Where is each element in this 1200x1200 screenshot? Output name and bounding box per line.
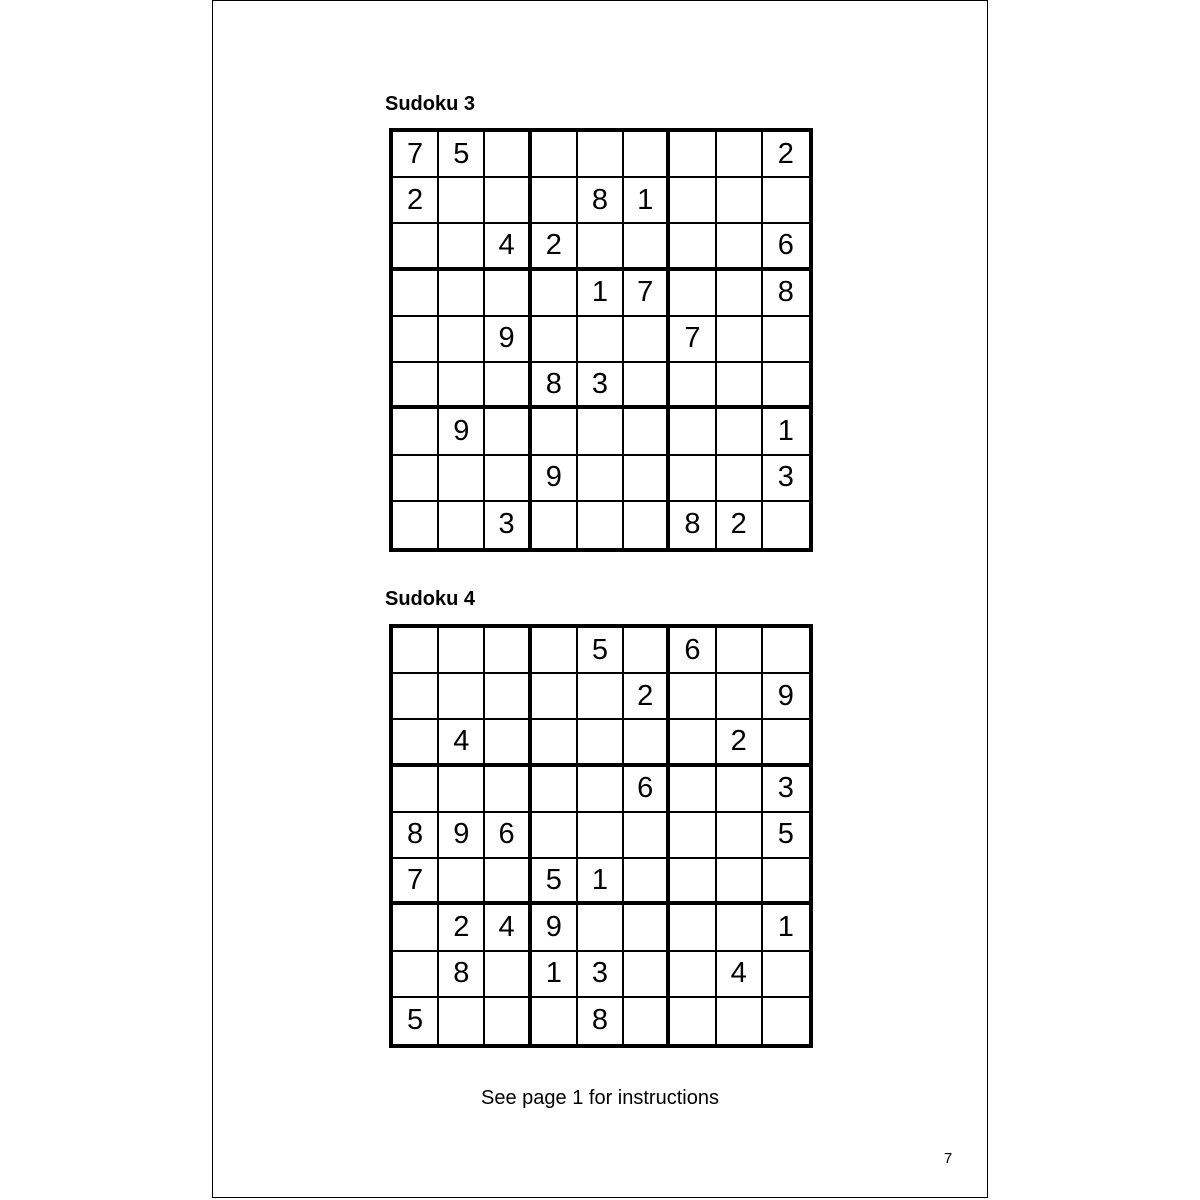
empty-cell[interactable]: [532, 502, 578, 548]
empty-cell[interactable]: [439, 317, 485, 363]
empty-cell[interactable]: [717, 317, 763, 363]
empty-cell[interactable]: [578, 132, 624, 178]
given-cell: 7: [393, 859, 439, 905]
given-cell: 3: [763, 767, 809, 813]
empty-cell[interactable]: [485, 998, 531, 1044]
given-cell: 1: [763, 905, 809, 951]
empty-cell[interactable]: [763, 998, 809, 1044]
empty-cell[interactable]: [578, 767, 624, 813]
empty-cell[interactable]: [670, 859, 716, 905]
empty-cell[interactable]: [485, 271, 531, 317]
page-number: 7: [943, 1150, 953, 1167]
empty-cell[interactable]: [670, 952, 716, 998]
empty-cell[interactable]: [624, 813, 670, 859]
empty-cell[interactable]: [578, 813, 624, 859]
given-cell: 9: [439, 409, 485, 455]
empty-cell[interactable]: [624, 628, 670, 674]
given-cell: 2: [763, 132, 809, 178]
given-cell: 1: [578, 859, 624, 905]
empty-cell[interactable]: [717, 767, 763, 813]
empty-cell[interactable]: [485, 628, 531, 674]
given-cell: 7: [393, 132, 439, 178]
empty-cell[interactable]: [763, 317, 809, 363]
given-cell: 6: [485, 813, 531, 859]
empty-cell[interactable]: [393, 363, 439, 409]
empty-cell[interactable]: [393, 409, 439, 455]
empty-cell[interactable]: [624, 409, 670, 455]
sudoku-3-grid: [389, 128, 813, 552]
empty-cell[interactable]: [532, 674, 578, 720]
given-cell: 2: [393, 178, 439, 224]
empty-cell[interactable]: [624, 905, 670, 951]
empty-cell[interactable]: [485, 132, 531, 178]
given-cell: 9: [763, 674, 809, 720]
empty-cell[interactable]: [485, 674, 531, 720]
given-cell: 8: [439, 952, 485, 998]
empty-cell[interactable]: [393, 720, 439, 766]
empty-cell[interactable]: [717, 674, 763, 720]
given-cell: 2: [624, 674, 670, 720]
empty-cell[interactable]: [717, 224, 763, 270]
empty-cell[interactable]: [670, 998, 716, 1044]
empty-cell[interactable]: [439, 859, 485, 905]
given-cell: 2: [532, 224, 578, 270]
given-cell: 3: [578, 952, 624, 998]
page-top-border: [212, 0, 988, 1]
empty-cell[interactable]: [393, 456, 439, 502]
given-cell: 5: [393, 998, 439, 1044]
empty-cell[interactable]: [439, 674, 485, 720]
empty-cell[interactable]: [578, 905, 624, 951]
empty-cell[interactable]: [717, 628, 763, 674]
given-cell: 8: [532, 363, 578, 409]
empty-cell[interactable]: [624, 363, 670, 409]
given-cell: 4: [439, 720, 485, 766]
given-cell: 4: [485, 905, 531, 951]
given-cell: 5: [532, 859, 578, 905]
empty-cell[interactable]: [393, 905, 439, 951]
given-cell: 2: [717, 502, 763, 548]
empty-cell[interactable]: [670, 674, 716, 720]
empty-cell[interactable]: [670, 409, 716, 455]
empty-cell[interactable]: [624, 502, 670, 548]
empty-cell[interactable]: [578, 502, 624, 548]
puzzle-title-sudoku-3: Sudoku 3: [385, 93, 476, 115]
empty-cell[interactable]: [393, 224, 439, 270]
given-cell: 1: [532, 952, 578, 998]
empty-cell[interactable]: [670, 271, 716, 317]
empty-cell[interactable]: [717, 132, 763, 178]
given-cell: 2: [439, 905, 485, 951]
given-cell: 8: [763, 271, 809, 317]
given-cell: 5: [763, 813, 809, 859]
empty-cell[interactable]: [532, 409, 578, 455]
given-cell: 2: [717, 720, 763, 766]
empty-cell[interactable]: [485, 720, 531, 766]
given-cell: 9: [532, 905, 578, 951]
empty-cell[interactable]: [532, 132, 578, 178]
given-cell: 7: [624, 271, 670, 317]
empty-cell[interactable]: [717, 456, 763, 502]
given-cell: 5: [578, 628, 624, 674]
empty-cell[interactable]: [578, 720, 624, 766]
empty-cell[interactable]: [670, 767, 716, 813]
given-cell: 3: [763, 456, 809, 502]
empty-cell[interactable]: [578, 409, 624, 455]
given-cell: 9: [439, 813, 485, 859]
empty-cell[interactable]: [624, 224, 670, 270]
empty-cell[interactable]: [624, 859, 670, 905]
empty-cell[interactable]: [670, 456, 716, 502]
empty-cell[interactable]: [670, 905, 716, 951]
empty-cell[interactable]: [717, 363, 763, 409]
instructions-note: See page 1 for instructions: [481, 1087, 719, 1109]
empty-cell[interactable]: [717, 813, 763, 859]
empty-cell[interactable]: [532, 998, 578, 1044]
empty-cell[interactable]: [393, 317, 439, 363]
empty-cell[interactable]: [393, 628, 439, 674]
given-cell: 8: [393, 813, 439, 859]
empty-cell[interactable]: [439, 224, 485, 270]
empty-cell[interactable]: [532, 317, 578, 363]
empty-cell[interactable]: [670, 720, 716, 766]
empty-cell[interactable]: [393, 271, 439, 317]
empty-cell[interactable]: [717, 905, 763, 951]
empty-cell[interactable]: [532, 767, 578, 813]
given-cell: 6: [670, 628, 716, 674]
given-cell: 4: [485, 224, 531, 270]
given-cell: 5: [439, 132, 485, 178]
given-cell: 7: [670, 317, 716, 363]
empty-cell[interactable]: [532, 813, 578, 859]
given-cell: 3: [578, 363, 624, 409]
given-cell: 9: [485, 317, 531, 363]
empty-cell[interactable]: [393, 674, 439, 720]
empty-cell[interactable]: [439, 998, 485, 1044]
empty-cell[interactable]: [485, 178, 531, 224]
empty-cell[interactable]: [393, 502, 439, 548]
empty-cell[interactable]: [532, 720, 578, 766]
given-cell: 1: [763, 409, 809, 455]
empty-cell[interactable]: [485, 767, 531, 813]
empty-cell[interactable]: [578, 456, 624, 502]
empty-cell[interactable]: [439, 456, 485, 502]
empty-cell[interactable]: [763, 859, 809, 905]
empty-cell[interactable]: [485, 409, 531, 455]
empty-cell[interactable]: [717, 409, 763, 455]
empty-cell[interactable]: [624, 132, 670, 178]
given-cell: 1: [624, 178, 670, 224]
empty-cell[interactable]: [763, 952, 809, 998]
empty-cell[interactable]: [439, 628, 485, 674]
empty-cell[interactable]: [670, 813, 716, 859]
empty-cell[interactable]: [624, 720, 670, 766]
empty-cell[interactable]: [763, 720, 809, 766]
empty-cell[interactable]: [485, 363, 531, 409]
given-cell: 9: [532, 456, 578, 502]
empty-cell[interactable]: [670, 178, 716, 224]
empty-cell[interactable]: [763, 363, 809, 409]
given-cell: 1: [578, 271, 624, 317]
given-cell: 8: [578, 178, 624, 224]
empty-cell[interactable]: [717, 859, 763, 905]
empty-cell[interactable]: [624, 998, 670, 1044]
empty-cell[interactable]: [624, 456, 670, 502]
empty-cell[interactable]: [763, 178, 809, 224]
empty-cell[interactable]: [670, 132, 716, 178]
empty-cell[interactable]: [717, 998, 763, 1044]
empty-cell[interactable]: [439, 178, 485, 224]
empty-cell[interactable]: [578, 674, 624, 720]
empty-cell[interactable]: [485, 456, 531, 502]
given-cell: 6: [624, 767, 670, 813]
empty-cell[interactable]: [670, 224, 716, 270]
empty-cell[interactable]: [578, 317, 624, 363]
given-cell: 8: [670, 502, 716, 548]
empty-cell[interactable]: [532, 178, 578, 224]
empty-cell[interactable]: [717, 271, 763, 317]
empty-cell[interactable]: [670, 363, 716, 409]
empty-cell[interactable]: [624, 317, 670, 363]
empty-cell[interactable]: [439, 767, 485, 813]
empty-cell[interactable]: [393, 767, 439, 813]
puzzle-title-sudoku-4: Sudoku 4: [385, 588, 476, 610]
given-cell: 6: [763, 224, 809, 270]
empty-cell[interactable]: [763, 502, 809, 548]
empty-cell[interactable]: [439, 502, 485, 548]
empty-cell[interactable]: [485, 952, 531, 998]
empty-cell[interactable]: [485, 859, 531, 905]
given-cell: 8: [578, 998, 624, 1044]
empty-cell[interactable]: [717, 178, 763, 224]
empty-cell[interactable]: [439, 271, 485, 317]
empty-cell[interactable]: [393, 952, 439, 998]
empty-cell[interactable]: [532, 271, 578, 317]
empty-cell[interactable]: [624, 952, 670, 998]
empty-cell[interactable]: [578, 224, 624, 270]
empty-cell[interactable]: [763, 628, 809, 674]
empty-cell[interactable]: [439, 363, 485, 409]
empty-cell[interactable]: [532, 628, 578, 674]
sudoku-4-grid: [389, 624, 813, 1048]
given-cell: 3: [485, 502, 531, 548]
given-cell: 4: [717, 952, 763, 998]
